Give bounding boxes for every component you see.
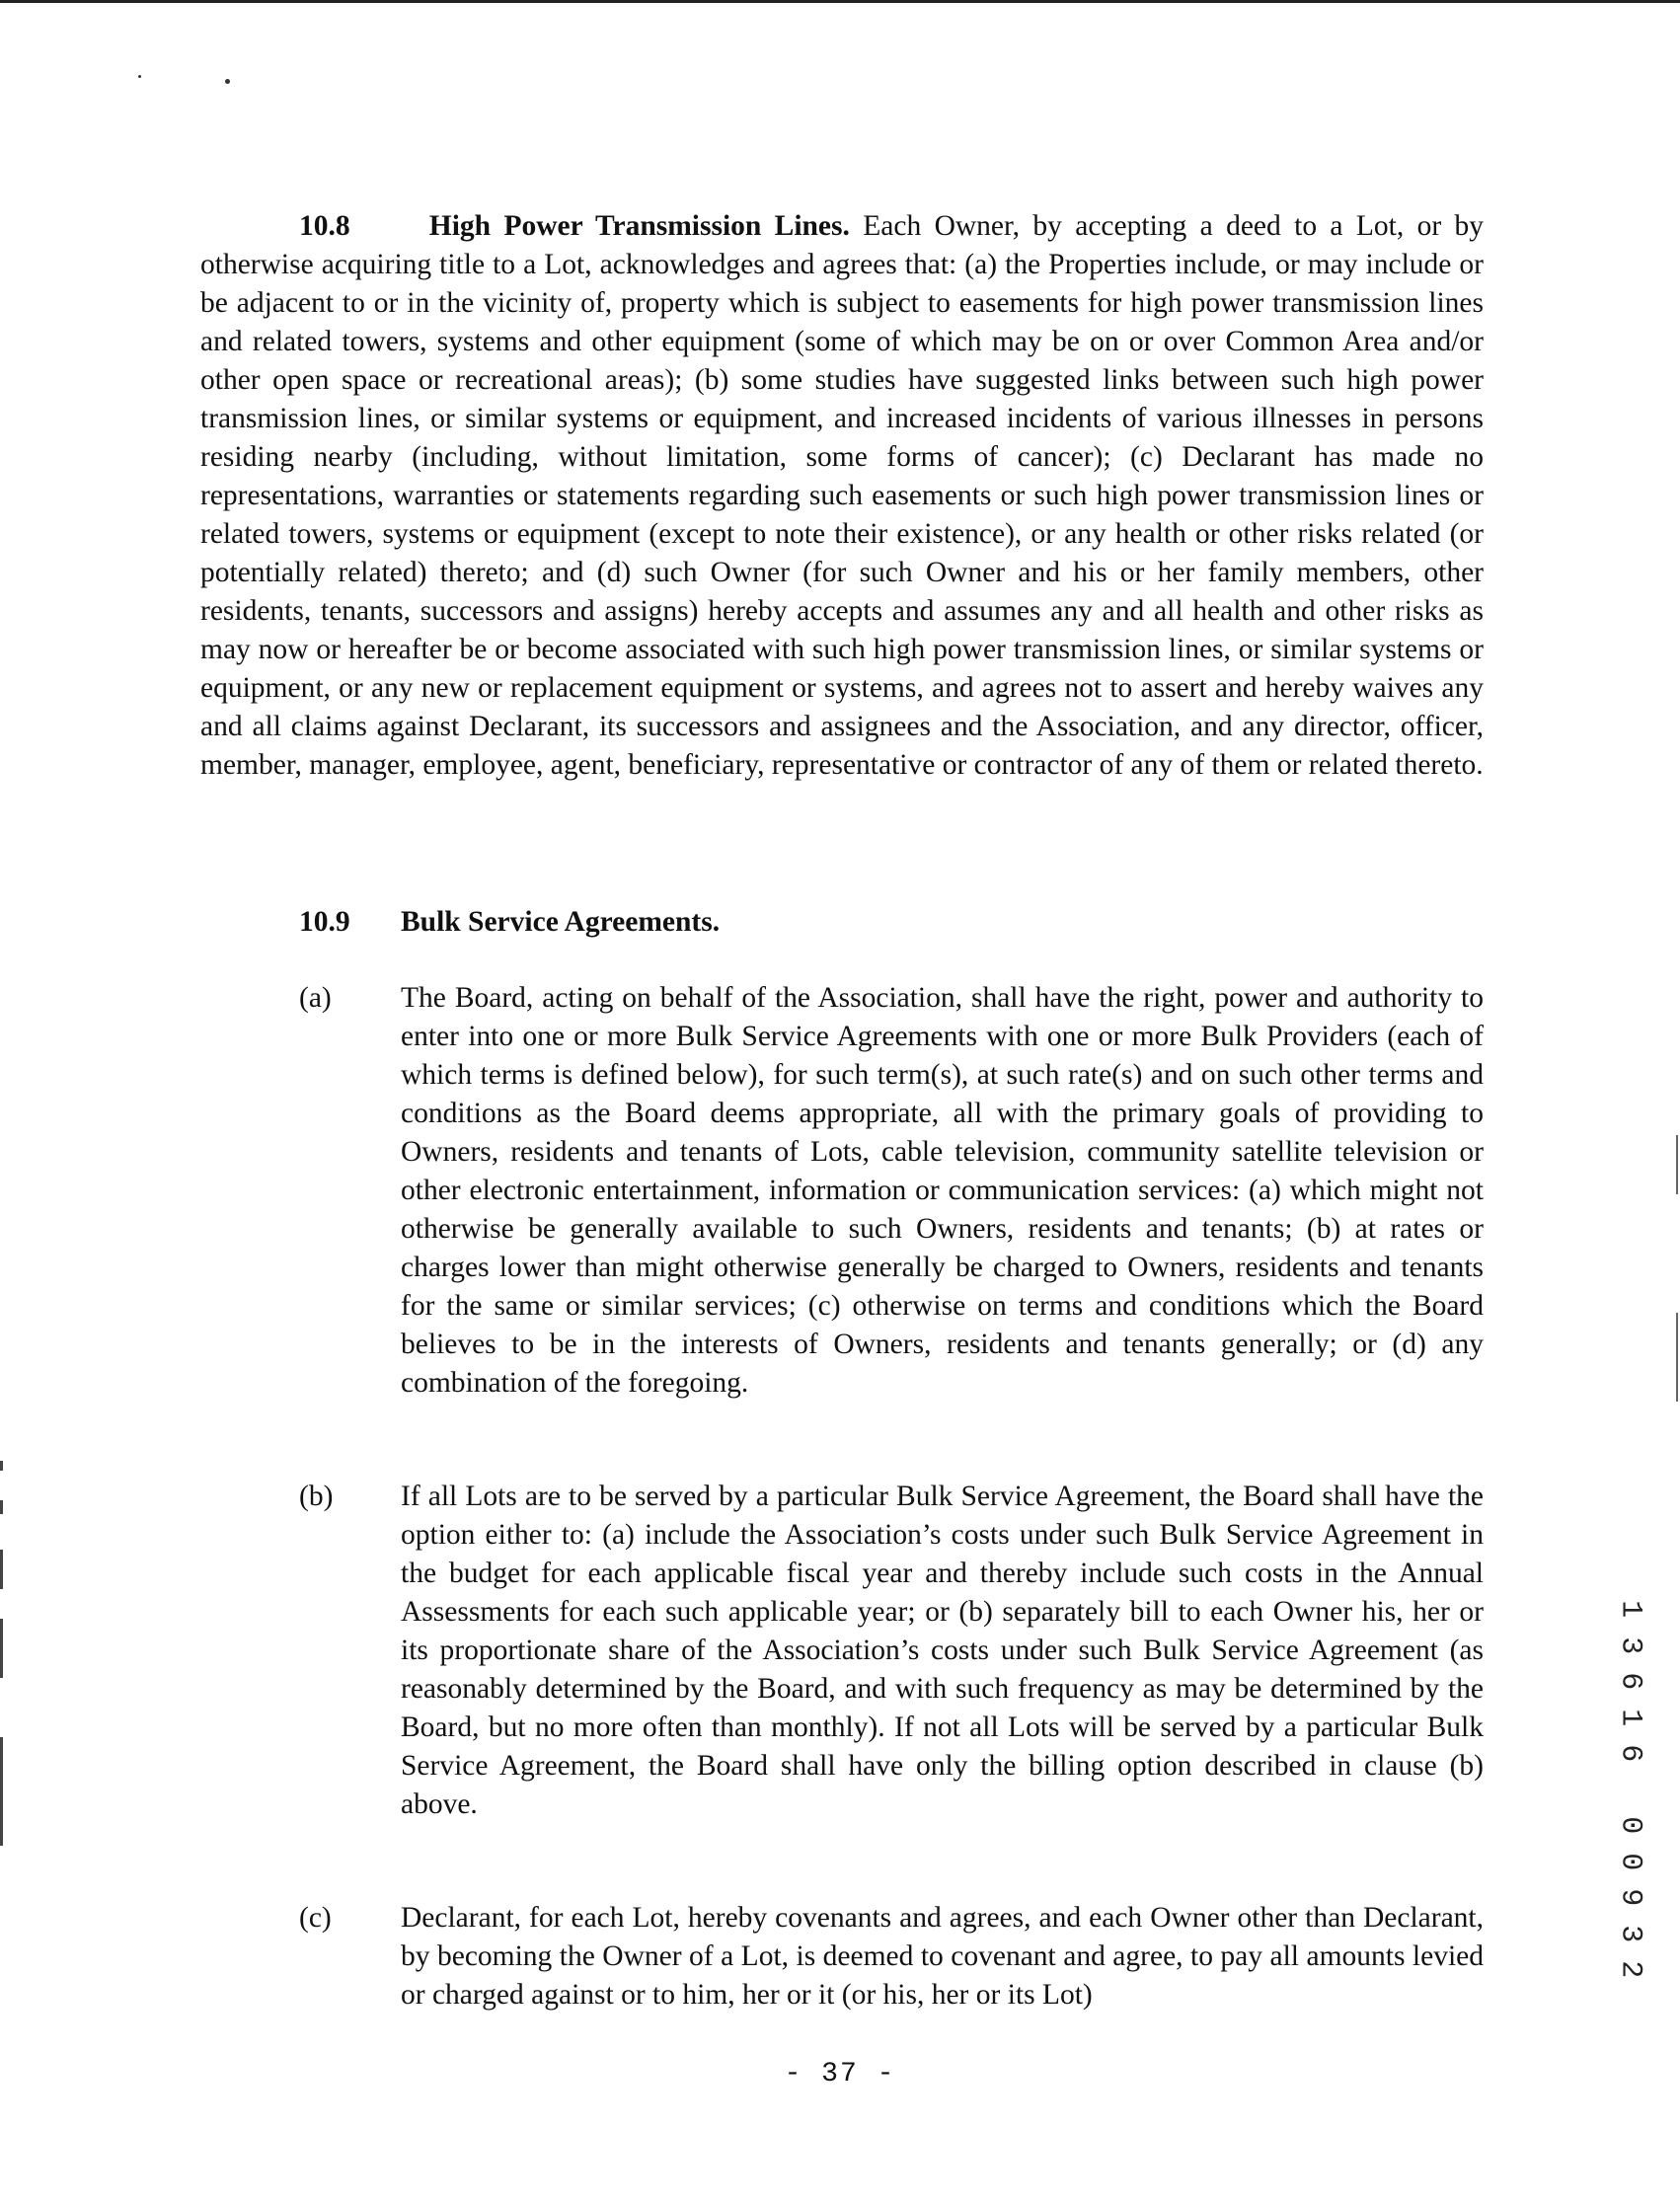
section-10-8-title: High Power Transmission Lines. [428,210,850,242]
clause-b [299,1478,1484,1824]
clause-c [299,1899,1484,2015]
section-10-9-title: Bulk Service Agreements. [401,906,721,938]
scan-left-edge-mark [0,1619,3,1678]
scan-left-edge-mark [0,1550,3,1589]
stamp-char: 1 [1613,1708,1647,1726]
page-number: - 37 - [784,2059,896,2090]
scan-left-edge-mark [0,1737,3,1846]
scan-left-edge-mark [0,1500,3,1514]
stamp-char: 3 [1613,1635,1647,1654]
clause-a-text: The Board, acting on behalf of the Association, shall have the right, power and authority to enter into one or more Bulk Service Agreements with one or more Bulk Providers (each of which terms is defined below), for such term(s), at such rate(s) and on such other terms and conditions as the Board deems appropriate, all with the primary goals of providing to Owners, residents and tenants of Lots, cable television, community satellite television or other electronic entertainment, information or communication services: (a) which might not otherwise be generally available to such Owners, residents and tenants; (b) at rates or charges lower than might otherwise generally be charged to Owners, residents and tenants for the same or similar services; (c) otherwise on terms and conditions which the Board believes to be in the interests of Owners, residents and tenants generally; or (d) any combination of the foregoing. [401,982,1484,1399]
stamp-char: 1 [1613,1600,1647,1619]
scan-right-edge-mark [1676,1313,1678,1402]
section-10-8-text: Each Owner, by accepting a deed to a Lot, or by otherwise acquiring title to a Lot, acknowledges and agrees that: (a) the Properties include, or may include or be adjacent to or in the vicinity of, property which is subject to easements for high power transmission lines and related towers, systems and other equipment (some of which may be on or over Common Area and/or other open space or recreational areas); (b) some studies have suggested links between such high power transmission lines, or similar systems or equipment, and increased incidents of various illnesses in persons residing nearby (including, without limitation, some forms of cancer); (c) Declarant has made no representations, warranties or statements regarding such easements or such high power transmission lines or related towers, systems or equipment (except to note their existence), or any health or other risks related (or potentially related) thereto; and (d) such Owner (for such Owner and his or her family members, other residents, tenants, successors and assigns) hereby accepts and assumes any and all health and other risks as may now or hereafter be or become associated with such high power transmission lines, or similar systems or equipment, or any new or replacement equipment or systems, and agrees not to assert and hereby waives any and all claims against Declarant, its successors and assignees and the Association, and any director, officer, member, manager, employee, agent, beneficiary, representative or contractor of any of them or related thereto. [200,210,1485,781]
clause-c-label: (c) [299,1902,332,1934]
clause-c-text: Declarant, for each Lot, hereby covenants and agrees, and each Owner other than Declarant, by becoming the Owner of a Lot, is deemed to covenant and agree, to pay all amounts levied or charged against or to him, her or it (or his, her or its Lot) [401,1902,1484,2011]
section-10-8-number: 10.8 [299,210,350,242]
stamp-char: 3 [1613,1924,1647,1942]
clause-b-text: If all Lots are to be served by a particular Bulk Service Agreement, the Board shall have the option either to: (a) include the Association’s costs under such Bulk Service Agreement in the budget for each applicable fiscal year and thereby include such costs in the Annual Assessments for each such applicable year; or (b) separately bill to each Owner his, her or its proportionate share of the Association’s costs under such Bulk Service Agreement (as reasonably determined by the Board, and with such frequency as may be determined by the Board, but no more often than monthly). If not all Lots will be served by a particular Bulk Service Agreement, the Board shall have only the billing option described in clause (b) above. [401,1481,1484,1820]
stamp-char: 9 [1613,1888,1647,1907]
stamp-char: 0 [1613,1816,1647,1835]
section-10-8 [200,207,1484,785]
scan-right-edge-mark [1676,1135,1678,1194]
clause-a-label: (a) [299,982,332,1014]
stamp-char: 6 [1613,1672,1647,1691]
stamp-char: 0 [1613,1852,1647,1870]
side-document-stamp [1613,1591,1647,1988]
section-10-9-number: 10.9 [299,906,350,938]
stamp-char: 2 [1613,1960,1647,1979]
clause-a [299,979,1484,1403]
scan-speck [225,79,230,84]
clause-b-label: (b) [299,1481,334,1512]
scan-top-edge [0,0,1680,3]
stamp-char [1612,1775,1648,1804]
scan-left-edge-mark [0,1461,3,1471]
section-10-8-paragraph [200,207,1484,785]
scan-speck [138,75,141,78]
stamp-char: 6 [1613,1744,1647,1763]
section-10-9-heading [299,903,720,942]
